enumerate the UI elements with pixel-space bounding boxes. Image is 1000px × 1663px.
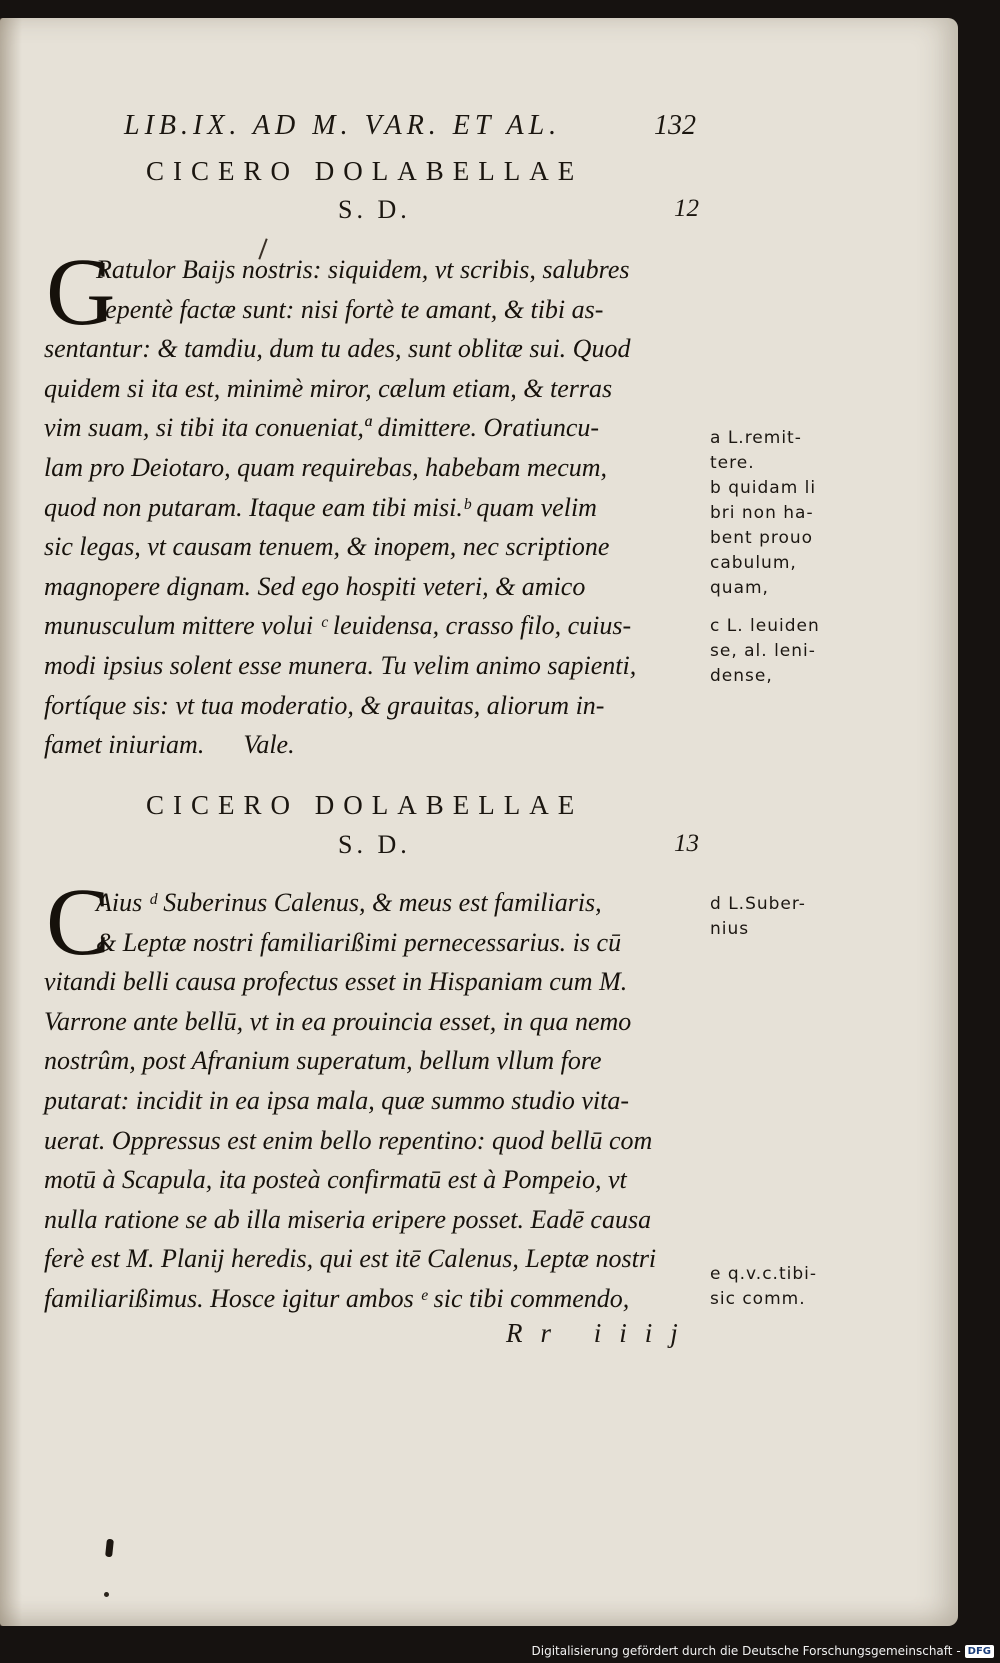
text-line: putarat: incidit in ea ipsa mala, quæ summo studio vita- xyxy=(44,1085,629,1115)
text-line: motū à Scapula, ita posteà confirmatū est à Pompeio, vt xyxy=(44,1165,627,1195)
letter-13-body xyxy=(44,868,724,1319)
marginal-note-a xyxy=(710,426,860,476)
text-line: nostrûm, post Afranium superatum, bellum vllum fore xyxy=(44,1046,602,1076)
digitization-credit xyxy=(532,1641,995,1661)
text-line: Varrone ante bellū, vt in ea prouincia esset, in qua nemo xyxy=(44,1006,632,1036)
letter-12-heading: CICERO DOLABELLAE xyxy=(146,156,584,186)
dropcap-g: G xyxy=(46,238,116,345)
text-line: fortíque sis: vt tua moderatio, & grauitas, aliorum in- xyxy=(44,690,605,720)
page-number: 132 xyxy=(654,110,696,141)
book-page xyxy=(0,18,958,1626)
text-line: sentantur: & tamdiu, dum tu ades, sunt oblitæ sui. Quod xyxy=(44,334,631,364)
marginal-note-d xyxy=(710,892,860,942)
text-line: magnopere dignam. Sed ego hospiti veteri, & amico xyxy=(44,571,586,601)
letter-13-number: 13 xyxy=(674,830,699,857)
letter-12-body xyxy=(44,238,724,765)
note-line: c L. leuiden xyxy=(710,616,820,636)
text-line: munusculum mittere volui ᶜ leuidensa, crasso filo, cuius- xyxy=(44,611,632,641)
note-line: e q.v.c.tibi- xyxy=(710,1264,817,1284)
note-line: sic comm. xyxy=(710,1289,806,1309)
dropcap-c: C xyxy=(46,868,111,975)
note-line: quam, xyxy=(710,578,769,598)
text-line: lam pro Deiotaro, quam requirebas, habebam mecum, xyxy=(44,452,608,482)
note-line: cabulum, xyxy=(710,553,797,573)
letter-13-heading: CICERO DOLABELLAE xyxy=(146,790,584,820)
ink-blot xyxy=(105,1539,114,1558)
letter-12-salutation: S. D. xyxy=(338,195,411,224)
text-line: ferè est M. Planij heredis, qui est itē Calenus, Leptæ nostri xyxy=(44,1244,657,1274)
text-line: vitandi belli causa profectus esset in Hispaniam cum M. xyxy=(44,967,628,997)
dfg-logo-icon: DFG xyxy=(965,1645,994,1658)
text-line: quod non putaram. Itaque eam tibi misi.ᵇ quam velim xyxy=(44,492,597,522)
note-line: d L.Suber- xyxy=(710,894,806,914)
note-line: nius xyxy=(710,919,750,939)
note-line: tere. xyxy=(710,453,755,473)
running-head: LIB.IX. AD M. VAR. ET AL. xyxy=(124,110,562,141)
credit-text: Digitalisierung gefördert durch die Deutsche Forschungsgemeinschaft - xyxy=(531,1644,961,1658)
text-line: quidem si ita est, minimè miror, cælum etiam, & terras xyxy=(44,373,613,403)
text-line: famet iniuriam. Vale. xyxy=(44,730,295,760)
text-line: sic legas, vt causam tenuem, & inopem, nec scriptione xyxy=(44,532,610,562)
text-line: Aius ᵈ Suberinus Calenus, & meus est familiaris, xyxy=(96,888,602,917)
text-line: repentè factæ sunt: nisi fortè te amant, & tibi as- xyxy=(96,294,604,324)
text-line: nulla ratione se ab illa miseria eripere posset. Eadē causa xyxy=(44,1204,652,1234)
marginal-note-e xyxy=(710,1262,860,1312)
text-line: uerat. Oppressus est enim bello repentino: quod bellū com xyxy=(44,1125,653,1155)
catchword: Rr iiij xyxy=(506,1318,696,1348)
text-line: & Leptæ nostri familiarißimi pernecessarius. is cū xyxy=(96,927,622,957)
letter-12-number: 12 xyxy=(674,195,699,222)
letter-13-salutation: S. D. xyxy=(338,830,411,859)
note-line: bri non ha- xyxy=(710,503,814,523)
marginal-note-c xyxy=(710,614,860,689)
text-line: vim suam, si tibi ita conueniat,ª dimittere. Oratiuncu- xyxy=(44,413,600,443)
text-line: Ratulor Baijs nostris: siquidem, vt scribis, salubres xyxy=(96,255,630,284)
note-line: dense, xyxy=(710,666,773,686)
text-line: familiarißimus. Hosce igitur ambos ᵉ sic tibi commendo, xyxy=(44,1283,630,1313)
note-line: a L.remit- xyxy=(710,428,802,448)
marginal-note-b xyxy=(710,476,860,601)
ink-dot xyxy=(104,1592,109,1597)
note-line: b quidam li xyxy=(710,478,817,498)
note-line: bent prouo xyxy=(710,528,814,548)
note-line: se, al. leni- xyxy=(710,641,816,661)
text-line: modi ipsius solent esse munera. Tu velim animo sapienti, xyxy=(44,650,637,680)
